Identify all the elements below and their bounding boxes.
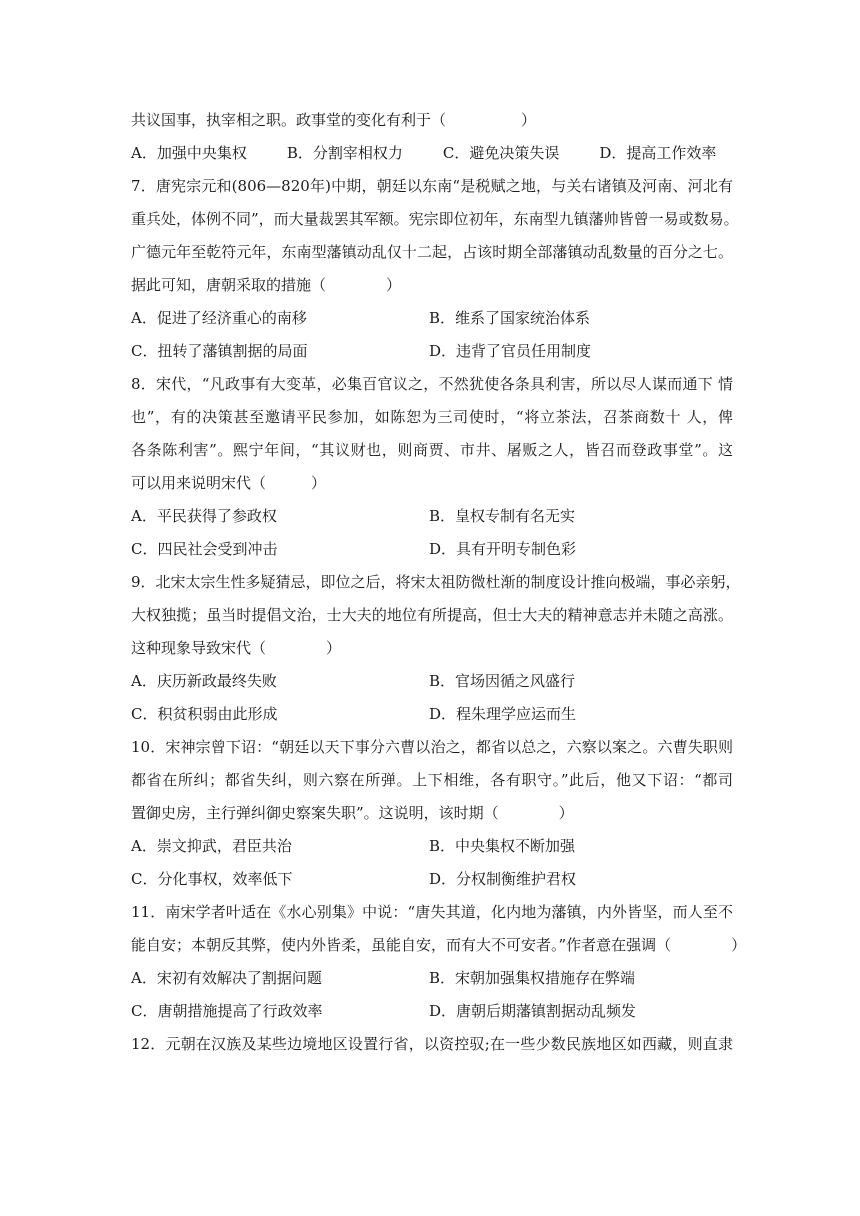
answer-option: A．宋初有效解决了割据问题 (131, 969, 322, 987)
answer-option: D．具有开明专制色彩 (429, 540, 577, 558)
question-text-line: 据此可知，唐朝采取的措施（ ） (131, 276, 402, 294)
answer-options-row (131, 137, 733, 170)
question-text-line: 9．北宋太宗生性多疑猜忌，即位之后，将宋太祖防微杜渐的制度设计推向极端，事必亲躬， (131, 573, 741, 591)
question-text-line: 共议国事，执宰相之职。政事堂的变化有利于（ ） (131, 111, 537, 129)
answer-option: C．分化事权，效率低下 (131, 870, 293, 888)
answer-option: C．唐朝措施提高了行政效率 (131, 1002, 323, 1020)
answer-option: C．避免决策失误 (442, 144, 560, 162)
question-text-line: 12．元朝在汉族及某些边境地区设置行省，以资控驭;在一些少数民族地区如西藏，则直隶 (131, 1035, 733, 1053)
answer-option: C．扭转了藩镇割据的局面 (131, 342, 308, 360)
answer-options-row (131, 533, 733, 566)
question-text-line: 可以用来说明宋代（ ） (131, 474, 327, 492)
question-text-line: 11．南宋学者叶适在《水心别集》中说：“唐失其道，化内地为藩镇，内外皆坚，而人至不 (131, 903, 733, 921)
answer-option: B．官场因循之风盛行 (429, 672, 576, 690)
answer-option: B．皇权专制有名无实 (429, 507, 576, 525)
answer-options-row (131, 665, 733, 698)
question-text-line: 7．唐宪宗元和(806—820年)中期，朝廷以东南“是税赋之地，与关右诸镇及河南、河北有 (131, 177, 733, 195)
question-text-line: 各条陈利害”。熙宁年间，“其议财也，则商贾、市井、屠贩之人，皆召而登政事堂”。这 (131, 441, 733, 459)
answer-option: C．积贫积弱由此形成 (131, 705, 278, 723)
answer-option: D．违背了官员任用制度 (429, 342, 592, 360)
answer-option: B．中央集权不断加强 (429, 837, 576, 855)
question-text-line: 重兵处，体例不同”，而大量裁罢其军额。宪宗即位初年，东南型九镇藩帅皆曾一易或数易。 (131, 210, 739, 228)
question-text-line: 大权独揽；虽当时提倡文治，士大夫的地位有所提高，但士大夫的精神意志并未随之高涨。 (131, 606, 733, 624)
answer-option: D．提高工作效率 (599, 144, 717, 162)
question-text-line: 8．宋代，“凡政事有大变革，必集百官议之，不然犹使各条具利害，所以尽人谋而通下 情 (131, 375, 733, 393)
answer-options-row (131, 335, 733, 368)
answer-options-row (131, 698, 733, 731)
answer-option: A．庆历新政最终失败 (131, 672, 277, 690)
answer-options-row (131, 830, 733, 863)
answer-option: A．加强中央集权 (131, 144, 247, 162)
answer-options-row (131, 302, 733, 335)
answer-option: D．程朱理学应运而生 (429, 705, 577, 723)
question-text-line: 10．宋神宗曾下诏：“朝廷以天下事分六曹以治之，都省以总之，六察以案之。六曹失职则 (131, 738, 733, 756)
answer-option: B．分割宰相权力 (286, 144, 403, 162)
answer-option: D．分权制衡维护君权 (429, 870, 577, 888)
question-text-line: 置御史房，主行弹纠御史察案失职”。这说明，该时期（ ） (131, 804, 574, 822)
answer-option: B．维系了国家统治体系 (429, 309, 591, 327)
answer-option: A．崇文抑武，君臣共治 (131, 837, 292, 855)
answer-option: A．促进了经济重心的南移 (131, 309, 307, 327)
question-text-line: 这种现象导致宋代（ ） (131, 639, 342, 657)
answer-option: C．四民社会受到冲击 (131, 540, 278, 558)
answer-options-row (131, 995, 733, 1028)
answer-option: A．平民获得了参政权 (131, 507, 277, 525)
question-text-line: 也”，有的决策甚至邀请平民参加，如陈恕为三司使时，“将立茶法，召茶商数十 人，俾 (131, 408, 733, 426)
document-body (131, 104, 747, 1061)
answer-options-row (131, 962, 733, 995)
question-text-line: 能自安；本朝反其弊，使内外皆柔，虽能自安，而有大不可安者。”作者意在强调（ ） (131, 936, 747, 954)
answer-option: B．宋朝加强集权措施存在弊端 (429, 969, 636, 987)
answer-options-row (131, 500, 733, 533)
answer-options-row (131, 863, 733, 896)
answer-option: D．唐朝后期藩镇割据动乱频发 (429, 1002, 637, 1020)
question-text-line: 广德元年至乾符元年，东南型藩镇动乱仅十二起，占该时期全部藩镇动乱数量的百分之七。 (131, 243, 733, 261)
question-text-line: 都省在所纠；都省失纠，则六察在所弹。上下相维，各有职守。”此后，他又下诏：“都司 (131, 771, 733, 789)
